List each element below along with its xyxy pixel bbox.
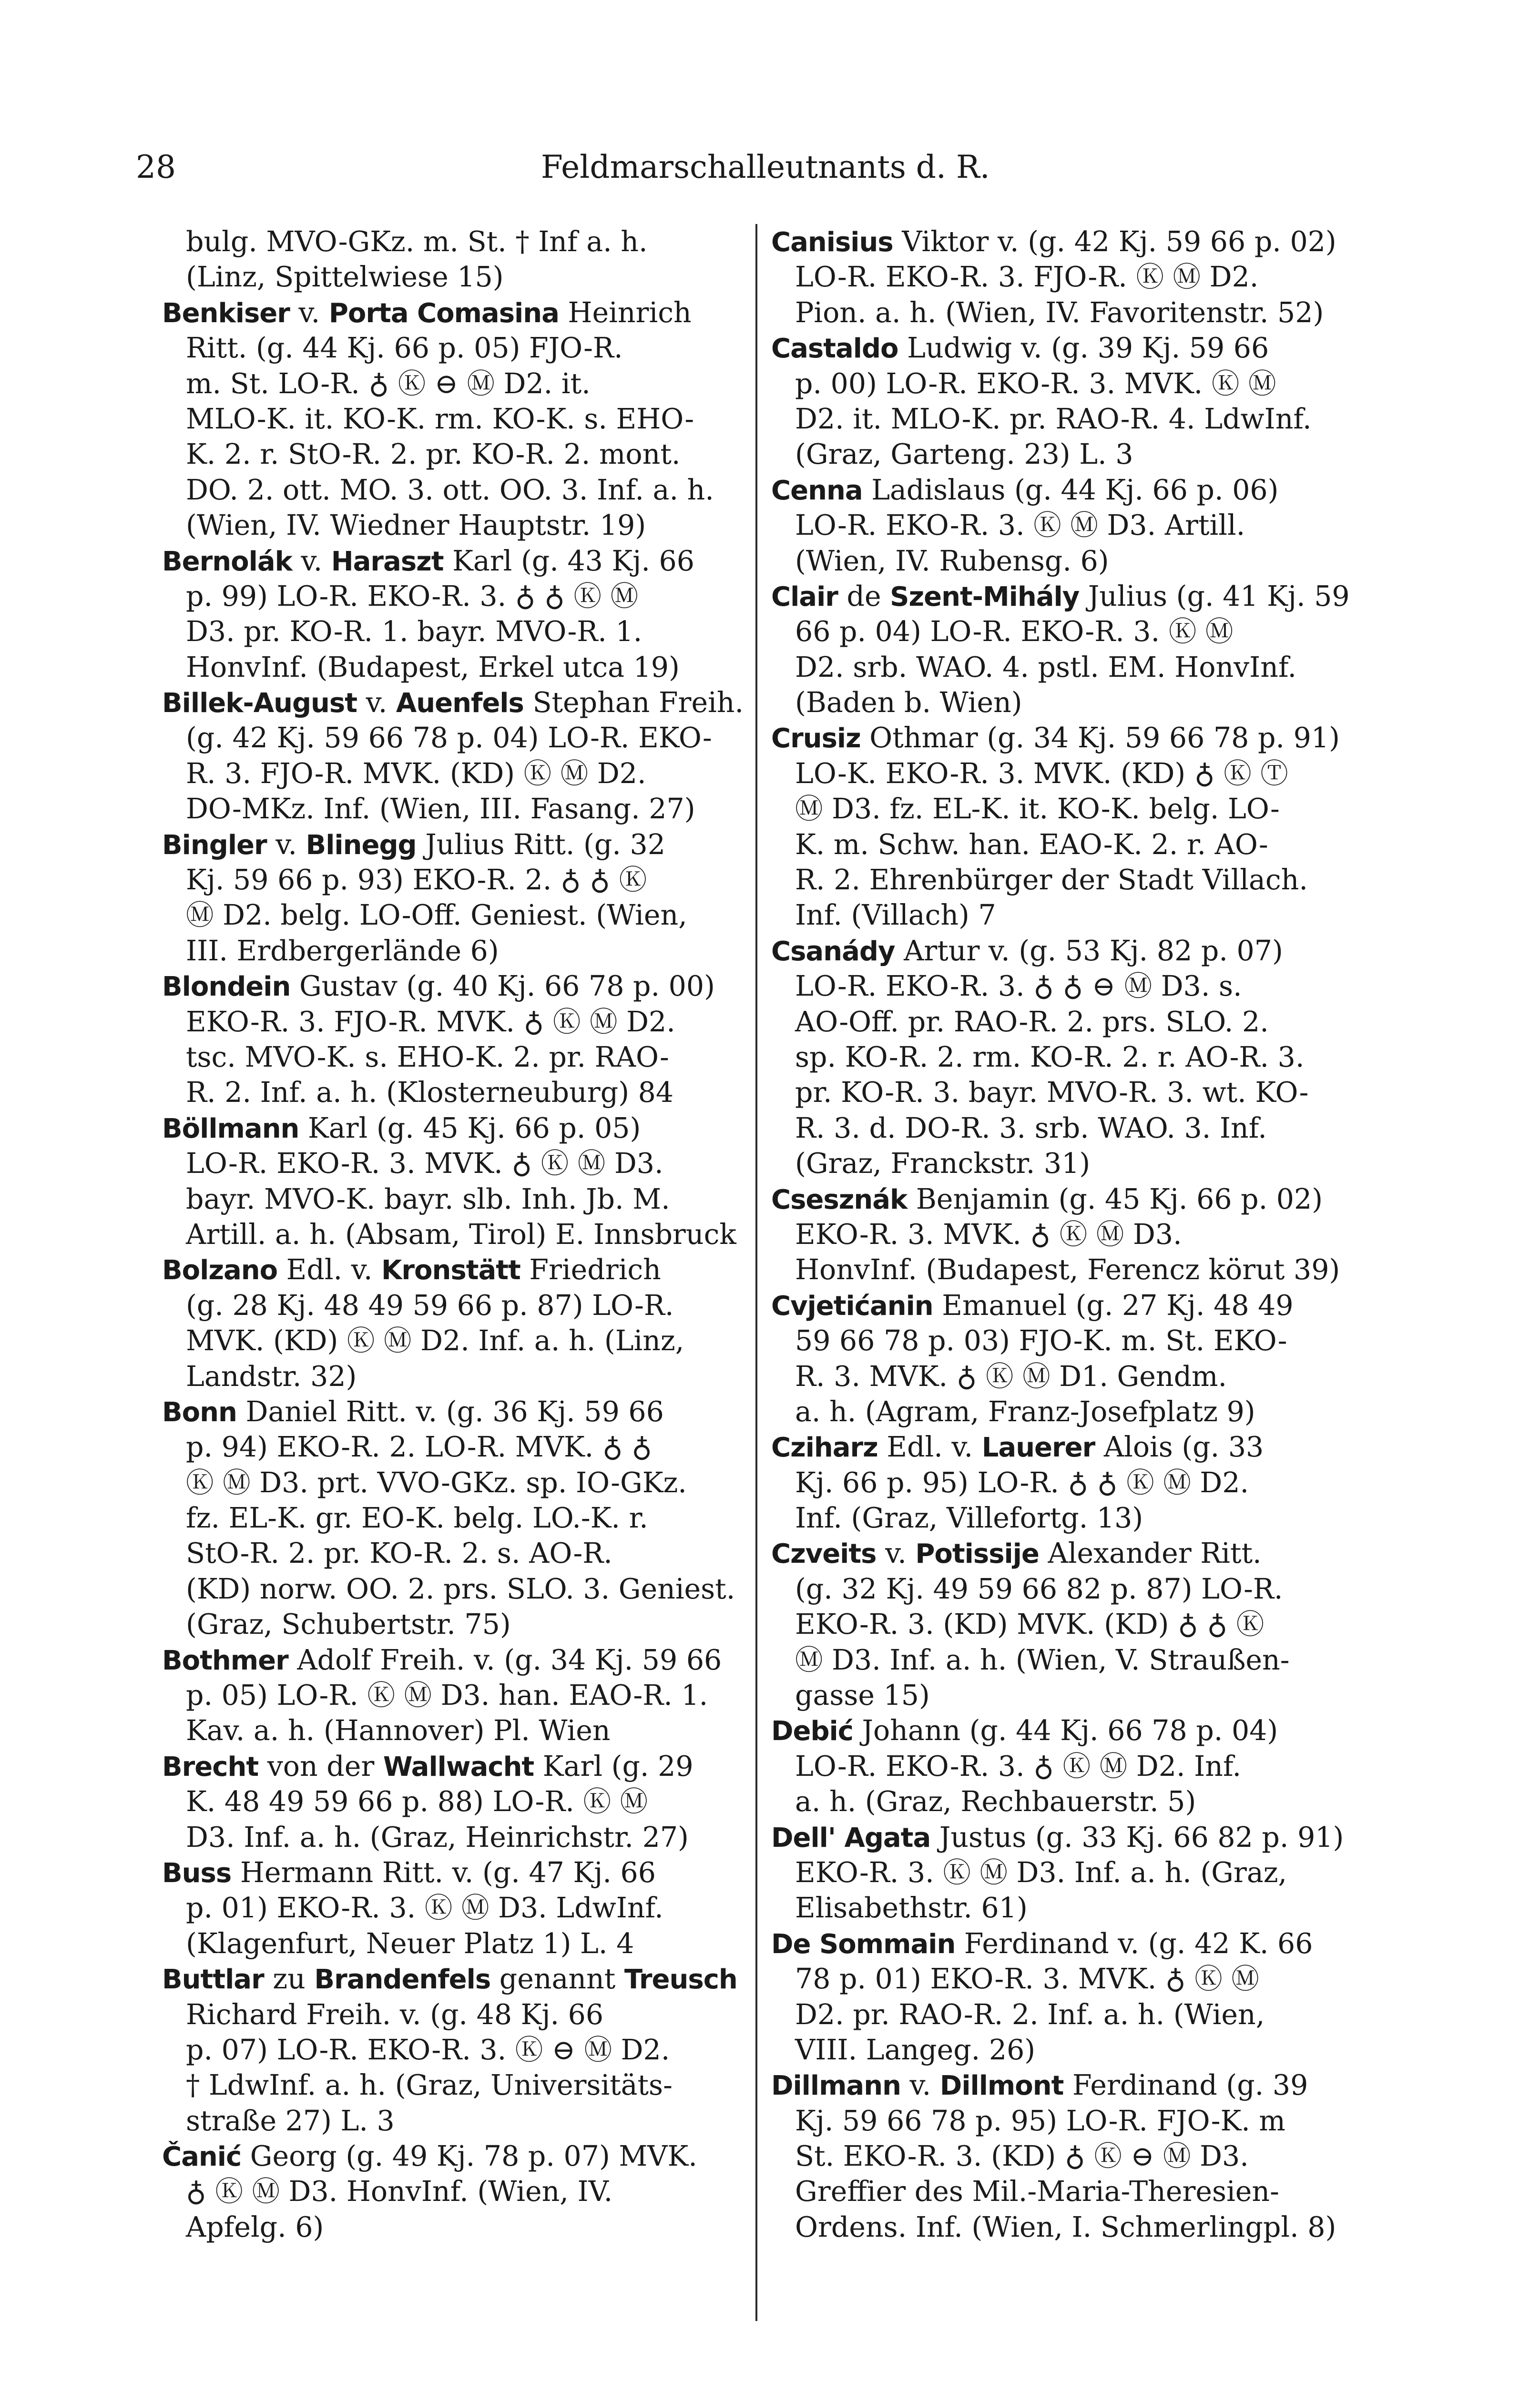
entry-text: (Klagenfurt, Neuer Platz 1) L. 4 — [186, 1927, 634, 1960]
entry-text: Ferdinand (g. 39 — [1063, 2069, 1308, 2102]
entry-text: (Graz, Garteng. 23) L. 3 — [795, 438, 1133, 471]
entry-line — [771, 2103, 1391, 2139]
entry-text: StO-R. 2. pr. KO-R. 2. s. AO-R. — [186, 1537, 612, 1570]
entry-line — [162, 1288, 782, 1323]
entry-text: Elisabethstr. 61) — [795, 1892, 1028, 1925]
entry-text: Pion. a. h. (Wien, IV. Favoritenstr. 52) — [795, 296, 1324, 329]
entry-line — [771, 1571, 1391, 1607]
entry-text: Ⓜ D3. Inf. a. h. (Wien, V. Straußen- — [795, 1643, 1290, 1676]
entry-line — [162, 508, 782, 543]
entry-name: Castaldo — [771, 333, 898, 365]
entry-line — [771, 2032, 1391, 2067]
entry-text: LO-R. EKO-R. 3. ♁ Ⓚ Ⓜ D2. Inf. — [795, 1750, 1242, 1782]
entry-text: Othmar (g. 34 Kj. 59 66 78 p. 91) — [860, 722, 1340, 754]
entry-text: m. St. LO-R. ♁ Ⓚ ⊖ Ⓜ D2. it. — [186, 367, 591, 400]
entry-text: v. — [876, 1537, 916, 1570]
entry-line — [771, 1642, 1391, 1678]
entry-line — [162, 1890, 782, 1925]
entry-text: Ritt. (g. 44 Kj. 66 p. 05) FJO-R. — [186, 332, 623, 365]
entry-name: Csesznák — [771, 1184, 908, 1215]
entry-text: Alexander Ritt. — [1039, 1537, 1262, 1570]
entry-line — [771, 1217, 1391, 1252]
entry-line — [162, 2210, 782, 2245]
entry-first-line — [771, 224, 1391, 259]
entry-text: EKO-R. 3. MVK. ♁ Ⓚ Ⓜ D3. — [795, 1218, 1182, 1251]
entry-text: (g. 42 Kj. 59 66 78 p. 04) LO-R. EKO- — [186, 722, 712, 754]
entry-text: Emanuel (g. 27 Kj. 48 49 — [933, 1289, 1294, 1322]
entry-text: DO-MKz. Inf. (Wien, III. Fasang. 27) — [186, 793, 695, 825]
entry-line — [771, 1110, 1391, 1146]
entry-first-line — [162, 685, 782, 720]
entry-name: Clair — [771, 581, 838, 612]
entry-name: Potissije — [915, 1538, 1039, 1570]
entry-line — [162, 1146, 782, 1181]
entry-line — [162, 614, 782, 649]
entry-first-line — [162, 1961, 782, 1996]
entry-line — [162, 1039, 782, 1075]
column-divider — [755, 224, 757, 2321]
entry-text: EKO-R. 3. FJO-R. MVK. ♁ Ⓚ Ⓜ D2. — [186, 1005, 675, 1038]
entry-first-line — [162, 1394, 782, 1429]
entry-first-line — [771, 330, 1391, 366]
entry-text: MLO-K. it. KO-K. rm. KO-K. s. EHO- — [186, 402, 694, 435]
entry-name: Cziharz — [771, 1432, 878, 1464]
entry-text: (Baden b. Wien) — [795, 686, 1022, 719]
entry-text: a. h. (Graz, Rechbauerstr. 5) — [795, 1785, 1196, 1818]
entry-line — [771, 2139, 1391, 2174]
entry-text: R. 3. d. DO-R. 3. srb. WAO. 3. Inf. — [795, 1111, 1267, 1144]
entry-line — [162, 897, 782, 933]
entry-line — [771, 1678, 1391, 1713]
entry-name: De Sommain — [771, 1928, 956, 1960]
entry-text: p. 94) EKO-R. 2. LO-R. MVK. ♁ ♁ — [186, 1431, 652, 1464]
entry-text: (Graz, Franckstr. 31) — [795, 1147, 1091, 1180]
entry-text: K. m. Schw. han. EAO-K. 2. r. AO- — [795, 828, 1268, 861]
entry-text: D3. pr. KO-R. 1. bayr. MVO-R. 1. — [186, 615, 643, 648]
entry-text: v. — [357, 686, 396, 719]
entry-line — [771, 1465, 1391, 1500]
entry-line — [771, 401, 1391, 437]
entry-text: R. 2. Ehrenbürger der Stadt Villach. — [795, 864, 1308, 896]
entry-line — [162, 756, 782, 791]
entry-text: (Wien, IV. Rubensg. 6) — [795, 544, 1109, 577]
entry-text: bulg. MVO-GKz. m. St. † Inf a. h. — [186, 225, 648, 258]
entry-text: Apfelg. 6) — [186, 2210, 324, 2243]
entry-first-line — [771, 1181, 1391, 1217]
entry-text: p. 07) LO-R. EKO-R. 3. Ⓚ ⊖ Ⓜ D2. — [186, 2033, 670, 2066]
entry-text: Kj. 66 p. 95) LO-R. ♁ ♁ Ⓚ Ⓜ D2. — [795, 1466, 1249, 1499]
entry-first-line — [771, 1820, 1391, 1855]
entry-text: Justus (g. 33 Kj. 66 82 p. 91) — [930, 1821, 1344, 1853]
left-column — [162, 224, 782, 2245]
entry-line — [162, 650, 782, 685]
entry-text: Hermann Ritt. v. (g. 47 Kj. 66 — [231, 1856, 656, 1889]
entry-text: Ⓚ Ⓜ D3. prt. VVO-GKz. sp. IO-GKz. — [186, 1466, 687, 1499]
entry-name: Bingler — [162, 829, 267, 861]
entry-line — [771, 1890, 1391, 1925]
entry-name: Bernolák — [162, 546, 292, 577]
entry-first-line — [771, 720, 1391, 755]
entry-first-line — [771, 579, 1391, 614]
entry-text: Karl (g. 29 — [534, 1750, 694, 1782]
entry-text: Viktor v. (g. 42 Kj. 59 66 p. 02) — [893, 225, 1336, 258]
entry-text: 59 66 78 p. 03) FJO-K. m. St. EKO- — [795, 1324, 1287, 1357]
entry-text: Benjamin (g. 45 Kj. 66 p. 02) — [907, 1182, 1323, 1215]
entry-text: pr. KO-R. 3. bayr. MVO-R. 3. wt. KO- — [795, 1076, 1309, 1109]
entry-text: Landstr. 32) — [186, 1360, 357, 1393]
entry-text: a. h. (Agram, Franz-Josefplatz 9) — [795, 1395, 1255, 1428]
entry-text: HonvInf. (Budapest, Erkel utca 19) — [186, 651, 680, 683]
entry-text: R. 2. Inf. a. h. (Klosterneuburg) 84 — [186, 1076, 674, 1109]
entry-text: Friedrich — [520, 1253, 661, 1286]
entry-line — [771, 1075, 1391, 1110]
entry-line — [771, 1784, 1391, 1819]
entry-text: LO-R. EKO-R. 3. Ⓚ Ⓜ D3. Artill. — [795, 509, 1245, 542]
entry-text: von der — [258, 1750, 383, 1782]
entry-text: p. 00) LO-R. EKO-R. 3. MVK. Ⓚ Ⓜ — [795, 367, 1276, 400]
entry-line — [162, 1075, 782, 1110]
entry-line — [162, 1607, 782, 1642]
entry-line — [771, 2174, 1391, 2209]
entry-text: p. 99) LO-R. EKO-R. 3. ♁ ♁ Ⓚ Ⓜ — [186, 580, 639, 612]
entry-first-line — [162, 1749, 782, 1784]
entry-line — [771, 685, 1391, 720]
entry-name: Lauerer — [981, 1432, 1095, 1464]
entry-text: Ferdinand v. (g. 42 K. 66 — [955, 1927, 1313, 1960]
entry-line — [771, 259, 1391, 295]
entry-text: (KD) norw. OO. 2. prs. SLO. 3. Geniest. — [186, 1572, 735, 1605]
entry-name: Buttlar — [162, 1964, 264, 1996]
entry-line — [162, 1997, 782, 2032]
entry-text: de — [837, 580, 890, 612]
entry-name: Brecht — [162, 1751, 259, 1782]
entry-text: 66 p. 04) LO-R. EKO-R. 3. Ⓚ Ⓜ — [795, 615, 1234, 648]
entry-line — [162, 2032, 782, 2067]
entry-line — [162, 401, 782, 437]
entry-line — [162, 579, 782, 614]
entry-line — [162, 1784, 782, 1819]
entry-text: D2. it. MLO-K. pr. RAO-R. 4. LdwInf. — [795, 402, 1312, 435]
entry-text: v. — [266, 828, 306, 861]
entry-name: Czveits — [771, 1538, 877, 1570]
entry-first-line — [162, 1855, 782, 1890]
entry-line — [771, 791, 1391, 826]
entry-name: Böllmann — [162, 1113, 299, 1144]
entry-text: v. — [292, 544, 331, 577]
entry-first-line — [771, 1713, 1391, 1748]
entry-text: 78 p. 01) EKO-R. 3. MVK. ♁ Ⓚ Ⓜ — [795, 1963, 1259, 1996]
entry-line — [771, 1607, 1391, 1642]
entry-text: straße 27) L. 3 — [186, 2104, 395, 2137]
entry-name: Bonn — [162, 1396, 237, 1428]
entry-line — [771, 508, 1391, 543]
entry-text: genannt — [490, 1963, 624, 1996]
entry-line — [771, 1323, 1391, 1358]
entry-first-line — [162, 1642, 782, 1678]
entry-text: v. — [289, 296, 329, 329]
entry-text: D2. srb. WAO. 4. pstl. EM. HonvInf. — [795, 651, 1297, 683]
entry-name: Canisius — [771, 227, 893, 258]
entry-first-line — [162, 2139, 782, 2174]
entry-text: LO-R. EKO-R. 3. MVK. ♁ Ⓚ Ⓜ D3. — [186, 1147, 663, 1180]
entry-text: D3. Inf. a. h. (Graz, Heinrichstr. 27) — [186, 1821, 689, 1853]
entry-line — [162, 791, 782, 826]
entry-line — [771, 1252, 1391, 1287]
entry-line — [771, 543, 1391, 579]
entry-line — [162, 1323, 782, 1358]
entry-text: Edl. v. — [277, 1253, 382, 1286]
entry-text: Ladislaus (g. 44 Kj. 66 p. 06) — [862, 473, 1279, 506]
entry-text: Daniel Ritt. v. (g. 36 Kj. 59 66 — [236, 1395, 664, 1428]
entry-line — [771, 1004, 1391, 1039]
entry-line — [162, 1536, 782, 1571]
entry-text: (g. 28 Kj. 48 49 59 66 p. 87) LO-R. — [186, 1289, 674, 1322]
entry-text: MVK. (KD) Ⓚ Ⓜ D2. Inf. a. h. (Linz, — [186, 1324, 684, 1357]
entry-text: AO-Off. pr. RAO-R. 2. prs. SLO. 2. — [795, 1005, 1269, 1038]
entry-text: Inf. (Graz, Villefortg. 13) — [795, 1502, 1143, 1535]
entry-line — [771, 1039, 1391, 1075]
entry-line — [162, 1571, 782, 1607]
entry-text: Georg (g. 49 Kj. 78 p. 07) MVK. — [241, 2140, 697, 2173]
entry-line — [162, 1217, 782, 1252]
entry-text: v. — [900, 2069, 940, 2102]
entry-first-line — [162, 1110, 782, 1146]
entry-name: Debić — [771, 1716, 853, 1747]
entry-line — [771, 614, 1391, 649]
entry-first-line — [162, 827, 782, 862]
entry-text: Johann (g. 44 Kj. 66 78 p. 04) — [853, 1714, 1278, 1747]
entry-line — [162, 472, 782, 508]
entry-first-line — [162, 295, 782, 330]
entry-text: (Wien, IV. Wiedner Hauptstr. 19) — [186, 509, 646, 542]
entry-line — [771, 756, 1391, 791]
entry-first-line — [162, 543, 782, 579]
entry-text: R. 3. FJO-R. MVK. (KD) Ⓚ Ⓜ D2. — [186, 757, 646, 790]
entry-name: Blondein — [162, 971, 291, 1003]
entry-line — [162, 2174, 782, 2209]
entry-text: Ⓜ D3. fz. EL-K. it. KO-K. belg. LO- — [795, 793, 1280, 825]
entry-line — [771, 1146, 1391, 1181]
entry-text: Gustav (g. 40 Kj. 66 78 p. 00) — [290, 970, 715, 1003]
entry-line — [162, 1429, 782, 1465]
entry-line — [162, 259, 782, 295]
entry-first-line — [771, 1536, 1391, 1571]
entry-text: Heinrich — [559, 296, 692, 329]
entry-text: zu — [264, 1963, 315, 1996]
entry-line — [771, 897, 1391, 933]
entry-line — [162, 1678, 782, 1713]
entry-text: Greffier des Mil.-Maria-Theresien- — [795, 2175, 1279, 2208]
entry-line — [162, 330, 782, 366]
entry-line — [771, 2210, 1391, 2245]
entry-name: Szent-Mihály — [890, 581, 1080, 612]
entry-line — [771, 1500, 1391, 1536]
entry-name: Kronstätt — [381, 1255, 520, 1286]
entry-line — [162, 1465, 782, 1500]
entry-first-line — [771, 2067, 1391, 2103]
entry-text: Karl (g. 45 Kj. 66 p. 05) — [299, 1111, 641, 1144]
entry-line — [162, 1004, 782, 1039]
entry-line — [162, 1500, 782, 1536]
entry-name: Dillmont — [939, 2070, 1064, 2102]
entry-text: III. Erdbergerlände 6) — [186, 934, 499, 967]
entry-text: VIII. Langeg. 26) — [795, 2033, 1036, 2066]
entry-text: K. 48 49 59 66 p. 88) LO-R. Ⓚ Ⓜ — [186, 1785, 648, 1818]
entry-text: tsc. MVO-K. s. EHO-K. 2. pr. RAO- — [186, 1040, 669, 1073]
entry-line — [771, 1961, 1391, 1996]
entry-name: Porta Comasina — [328, 297, 559, 329]
entry-text: EKO-R. 3. (KD) MVK. (KD) ♁ ♁ Ⓚ — [795, 1608, 1265, 1641]
running-head: Feldmarschalleutnants d. R. — [541, 149, 990, 185]
entry-line — [162, 437, 782, 472]
entry-text: Edl. v. — [877, 1431, 982, 1464]
entry-line — [162, 1359, 782, 1394]
entry-text: R. 3. MVK. ♁ Ⓚ Ⓜ D1. Gendm. — [795, 1360, 1227, 1393]
entry-name: Benkiser — [162, 297, 290, 329]
entry-line — [771, 1997, 1391, 2032]
entry-text: Stephan Freih. — [523, 686, 744, 719]
entry-name: Čanić — [162, 2141, 242, 2173]
entry-text: p. 01) EKO-R. 3. Ⓚ Ⓜ D3. LdwInf. — [186, 1892, 663, 1925]
entry-name: Dillmann — [771, 2070, 901, 2102]
entry-text: Inf. (Villach) 7 — [795, 899, 996, 932]
entry-line — [162, 720, 782, 755]
entry-text: Julius Ritt. (g. 32 — [416, 828, 665, 861]
entry-line — [771, 1749, 1391, 1784]
entry-first-line — [771, 1926, 1391, 1961]
entry-first-line — [162, 968, 782, 1004]
entry-name: Cvjetićanin — [771, 1290, 933, 1322]
entry-name: Auenfels — [396, 688, 524, 719]
entry-text: (Graz, Schubertstr. 75) — [186, 1608, 511, 1641]
entry-line — [771, 1359, 1391, 1394]
entry-line — [771, 366, 1391, 401]
entry-name: Brandenfels — [314, 1964, 491, 1996]
entry-first-line — [771, 1288, 1391, 1323]
entry-line — [162, 2103, 782, 2139]
entry-line — [162, 933, 782, 968]
entry-text: gasse 15) — [795, 1679, 930, 1712]
entry-text: Adolf Freih. v. (g. 34 Kj. 59 66 — [288, 1643, 722, 1676]
entry-text: Artur v. (g. 53 Kj. 82 p. 07) — [895, 934, 1283, 967]
entry-text: HonvInf. (Budapest, Ferencz körut 39) — [795, 1253, 1340, 1286]
entry-name: Bolzano — [162, 1255, 278, 1286]
entry-text: bayr. MVO-K. bayr. slb. Inh. Jb. M. — [186, 1182, 670, 1215]
entry-name: Blinegg — [306, 829, 417, 861]
entry-text: Kj. 59 66 78 p. 95) LO-R. FJO-K. m — [795, 2104, 1285, 2137]
entry-line — [162, 1713, 782, 1748]
entry-text: Karl (g. 43 Kj. 66 — [443, 544, 694, 577]
entry-text: EKO-R. 3. Ⓚ Ⓜ D3. Inf. a. h. (Graz, — [795, 1856, 1287, 1889]
entry-line — [162, 1181, 782, 1217]
entry-text: ♁ Ⓚ Ⓜ D3. HonvInf. (Wien, IV. — [186, 2175, 613, 2208]
entry-text: Kj. 59 66 p. 93) EKO-R. 2. ♁ ♁ Ⓚ — [186, 864, 647, 896]
entry-text: Ⓜ D2. belg. LO-Off. Geniest. (Wien, — [186, 899, 687, 932]
entry-text: † LdwInf. a. h. (Graz, Universitäts- — [186, 2069, 673, 2102]
entry-line — [771, 437, 1391, 472]
entry-line — [162, 366, 782, 401]
entry-line — [771, 827, 1391, 862]
entry-text: Ordens. Inf. (Wien, I. Schmerlingpl. 8) — [795, 2210, 1336, 2243]
entry-first-line — [162, 1252, 782, 1287]
right-column — [771, 224, 1391, 2245]
entry-name: Buss — [162, 1857, 232, 1889]
entry-text: sp. KO-R. 2. rm. KO-R. 2. r. AO-R. 3. — [795, 1040, 1305, 1073]
entry-text: D2. pr. RAO-R. 2. Inf. a. h. (Wien, — [795, 1998, 1265, 2031]
entry-line — [162, 224, 782, 259]
entry-text: DO. 2. ott. MO. 3. ott. OO. 3. Inf. a. h. — [186, 473, 714, 506]
entry-line — [162, 2067, 782, 2103]
entry-text: St. EKO-R. 3. (KD) ♁ Ⓚ ⊖ Ⓜ D3. — [795, 2140, 1249, 2173]
entry-name: Cenna — [771, 475, 863, 506]
entry-line — [771, 650, 1391, 685]
entry-text: Kav. a. h. (Hannover) Pl. Wien — [186, 1714, 611, 1747]
entry-text: LO-R. EKO-R. 3. ♁ ♁ ⊖ Ⓜ D3. s. — [795, 970, 1242, 1003]
entry-text: LO-R. EKO-R. 3. FJO-R. Ⓚ Ⓜ D2. — [795, 261, 1259, 294]
entry-name: Wallwacht — [383, 1751, 534, 1782]
entry-first-line — [771, 933, 1391, 968]
entry-line — [771, 968, 1391, 1004]
entry-line — [162, 862, 782, 897]
entry-text: fz. EL-K. gr. EO-K. belg. LO.-K. r. — [186, 1502, 648, 1535]
entry-first-line — [771, 472, 1391, 508]
entry-text: (g. 32 Kj. 49 59 66 82 p. 87) LO-R. — [795, 1572, 1283, 1605]
entry-text: (Linz, Spittelwiese 15) — [186, 261, 504, 294]
page-number: 28 — [136, 149, 176, 185]
entry-name: Treusch — [624, 1964, 737, 1996]
entry-name: Csanády — [771, 936, 895, 967]
entry-text: p. 05) LO-R. Ⓚ Ⓜ D3. han. EAO-R. 1. — [186, 1679, 708, 1712]
entry-text: Richard Freih. v. (g. 48 Kj. 66 — [186, 1998, 604, 2031]
entry-text: Ludwig v. (g. 39 Kj. 59 66 — [898, 332, 1269, 365]
entry-text: Artill. a. h. (Absam, Tirol) E. Innsbruck — [186, 1218, 736, 1251]
entry-line — [771, 1394, 1391, 1429]
entry-name: Haraszt — [331, 546, 444, 577]
entry-line — [162, 1926, 782, 1961]
entry-text: K. 2. r. StO-R. 2. pr. KO-R. 2. mont. — [186, 438, 681, 471]
entry-text: Alois (g. 33 — [1095, 1431, 1264, 1464]
entry-first-line — [771, 1429, 1391, 1465]
entry-name: Bothmer — [162, 1645, 288, 1676]
entry-line — [162, 1820, 782, 1855]
entry-text: Julius (g. 41 Kj. 59 — [1079, 580, 1350, 612]
entry-line — [771, 295, 1391, 330]
entry-name: Dell' Agata — [771, 1822, 931, 1853]
entry-name: Crusiz — [771, 723, 861, 754]
entry-line — [771, 1855, 1391, 1890]
entry-text: LO-K. EKO-R. 3. MVK. (KD) ♁ Ⓚ Ⓣ — [795, 757, 1288, 790]
entry-name: Billek-August — [162, 688, 357, 719]
entry-line — [771, 862, 1391, 897]
